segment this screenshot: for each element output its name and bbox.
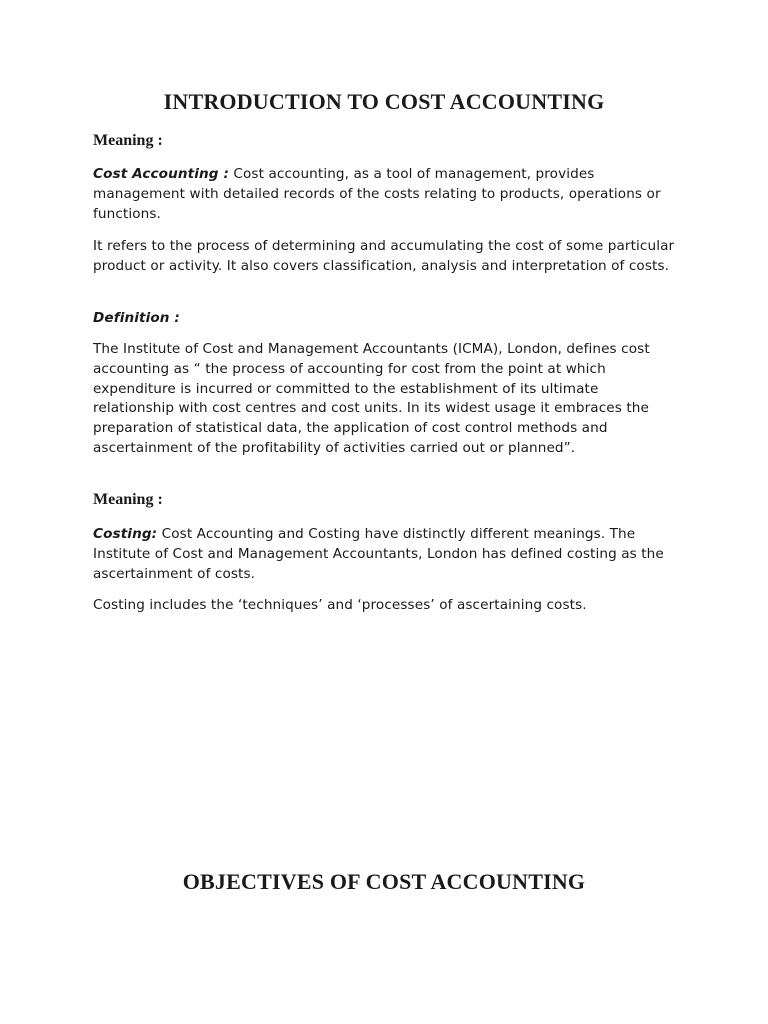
icma-definition-paragraph: The Institute of Cost and Management Accountants (ICMA), London, defines cost accounting as “ the process of accounting for cost from the point at which expenditure is incurred or committed to the establishment of its ultimate relationship with cost centres and cost units. In its widest usage it embraces the preparation of statistical data, the application of cost control methods and ascertainment of the profitability of activities carried out or planned”.	[93, 341, 650, 456]
process-paragraph: It refers to the process of determining and accumulating the cost of some particular product or activity. It also covers classification, analysis and interpretation of costs.	[93, 238, 675, 274]
costing-paragraph	[93, 525, 678, 584]
costing-text: Cost Accounting and Costing have distinctly different meanings. The Institute of Cost and Management Accountants, London has defined costing as the ascertainment of costs.	[93, 526, 664, 582]
definition-paragraph	[93, 309, 678, 329]
meaning-heading: Meaning :	[93, 132, 163, 149]
cost-accounting-paragraph	[93, 165, 678, 224]
costing-label: Costing:	[93, 526, 158, 542]
definition-label: Definition :	[93, 310, 180, 326]
meaning-heading-2: Meaning :	[93, 491, 163, 508]
page-title: INTRODUCTION TO COST ACCOUNTING	[163, 89, 605, 114]
techniques-paragraph: Costing includes the ‘techniques’ and ‘processes’ of ascertaining costs.	[93, 597, 587, 613]
cost-accounting-label: Cost Accounting :	[93, 166, 229, 182]
cost-accounting-text: Cost accounting, as a tool of management, provides management with detailed records of the costs relating to products, operations or functions.	[93, 166, 661, 222]
objectives-title: OBJECTIVES OF COST ACCOUNTING	[182, 869, 586, 894]
